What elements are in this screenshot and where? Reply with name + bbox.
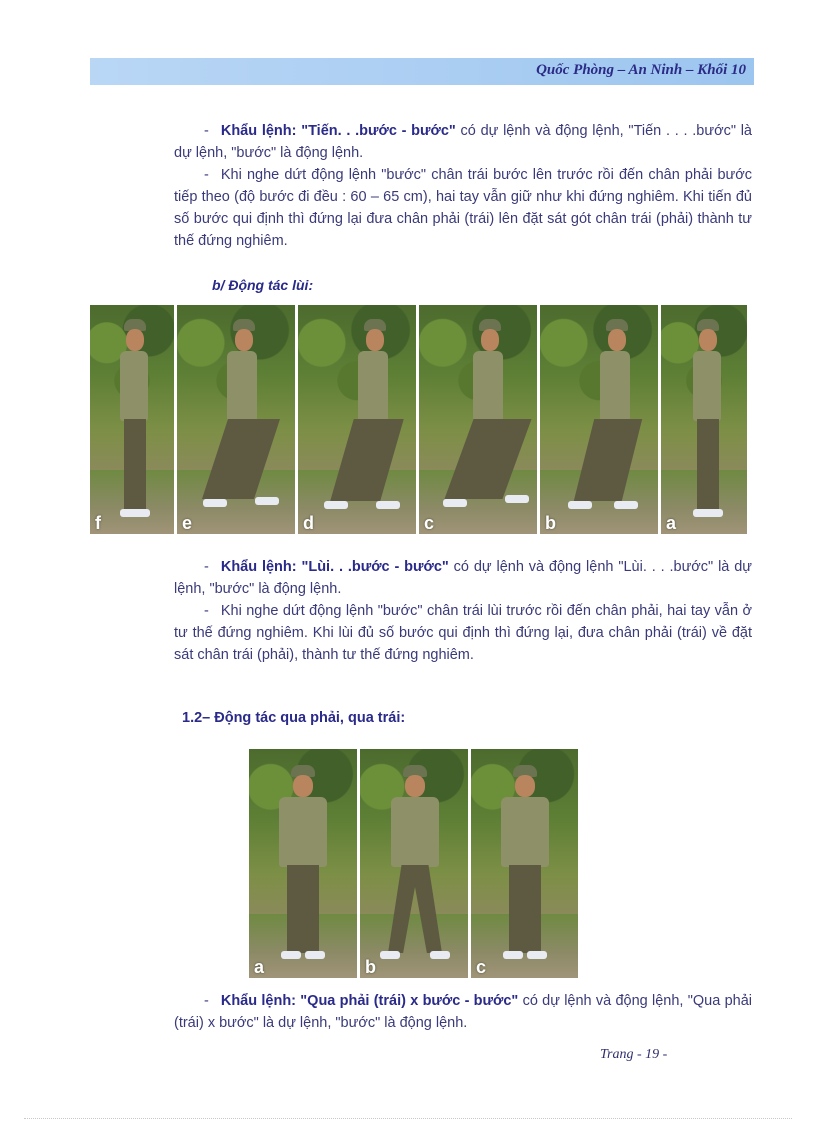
backward-photo-a xyxy=(661,305,747,534)
forward-command-explanation: có dự lệnh và động lệnh, "Tiến . . . .bước" là dự lệnh, "bước" là động lệnh. xyxy=(174,123,752,161)
bullet-dash: - xyxy=(204,993,209,1009)
bottom-divider xyxy=(24,1118,792,1119)
bullet-dash: - xyxy=(204,167,209,183)
photo-label: c xyxy=(424,513,435,533)
backward-photo-b xyxy=(540,305,658,534)
page-number: Trang - 19 - xyxy=(600,1047,668,1062)
forward-description: Khi nghe dứt động lệnh "bước" chân trái bước lên trước rồi đến chân phải bước tiếp theo (độ bước đi đều : 60 – 65 cm), hai tay vẫn giữ như khi đứng nghiêm. Khi tiến đủ số bước qui định thì đứng lại đưa chân phải (trái) lên đặt sát gót chân trái (phải) thành tư thế đứng nghiêm. xyxy=(174,167,752,249)
photo-label: c xyxy=(476,957,487,977)
backward-photo-c xyxy=(419,305,537,534)
forward-description-paragraph xyxy=(174,164,752,252)
backward-command-explanation: có dự lệnh và động lệnh "Lùi. . . .bước" là dự lệnh, "bước" là động lệnh. xyxy=(174,559,752,597)
soldier-figure xyxy=(497,765,553,965)
turn-photo-c xyxy=(471,749,578,978)
turn-photo-strip xyxy=(249,749,578,978)
header-band xyxy=(90,58,754,85)
photo-label: f xyxy=(95,513,101,533)
photo-label: b xyxy=(545,513,556,533)
backward-command-paragraph xyxy=(174,556,752,600)
backward-command: Khẩu lệnh: "Lùi. . .bước - bước" xyxy=(220,559,449,575)
backward-heading: b/ Động tác lùi: xyxy=(212,277,314,293)
turn-photo-a xyxy=(249,749,357,978)
turn-command-paragraph xyxy=(174,990,752,1034)
soldier-figure xyxy=(560,319,640,519)
photo-label: e xyxy=(182,513,193,533)
soldier-figure xyxy=(439,319,529,519)
backward-photo-e xyxy=(177,305,295,534)
backward-photo-strip xyxy=(90,305,752,534)
backward-photo-f xyxy=(90,305,174,534)
photo-label: d xyxy=(303,513,314,533)
bullet-dash: - xyxy=(204,559,209,575)
turn-heading: 1.2– Động tác qua phải, qua trái: xyxy=(182,710,406,726)
photo-label: a xyxy=(666,513,677,533)
soldier-figure xyxy=(320,319,400,519)
turn-command: Khẩu lệnh: "Qua phải (trái) x bước - bước" xyxy=(220,993,519,1009)
forward-command: Khẩu lệnh: "Tiến. . .bước - bước" xyxy=(220,123,456,139)
photo-label: b xyxy=(365,957,376,977)
bullet-dash: - xyxy=(204,123,209,139)
soldier-figure xyxy=(112,319,152,519)
header-title: Quốc Phòng – An Ninh – Khối 10 xyxy=(536,62,746,78)
soldier-figure xyxy=(380,765,450,965)
turn-photo-b xyxy=(360,749,468,978)
soldier-figure xyxy=(197,319,277,519)
bullet-dash: - xyxy=(204,603,209,619)
photo-label: a xyxy=(254,957,265,977)
backward-description: Khi nghe dứt động lệnh "bước" chân trái lùi trước rồi đến chân phải, hai tay vẫn ở tư thế đứng nghiêm. Khi lùi đủ số bước qui định thì đứng lại, đưa chân phải (trái) về đặt sát chân trái (phải), thành tư thế đứng nghiêm. xyxy=(174,603,752,663)
turn-command-explanation: có dự lệnh và động lệnh, "Qua phải (trái) x bước" là dự lệnh, "bước" là động lệnh. xyxy=(174,993,752,1031)
backward-description-paragraph xyxy=(174,600,752,666)
soldier-figure xyxy=(275,765,331,965)
backward-photo-d xyxy=(298,305,416,534)
soldier-figure xyxy=(685,319,725,519)
forward-command-paragraph xyxy=(174,120,752,164)
